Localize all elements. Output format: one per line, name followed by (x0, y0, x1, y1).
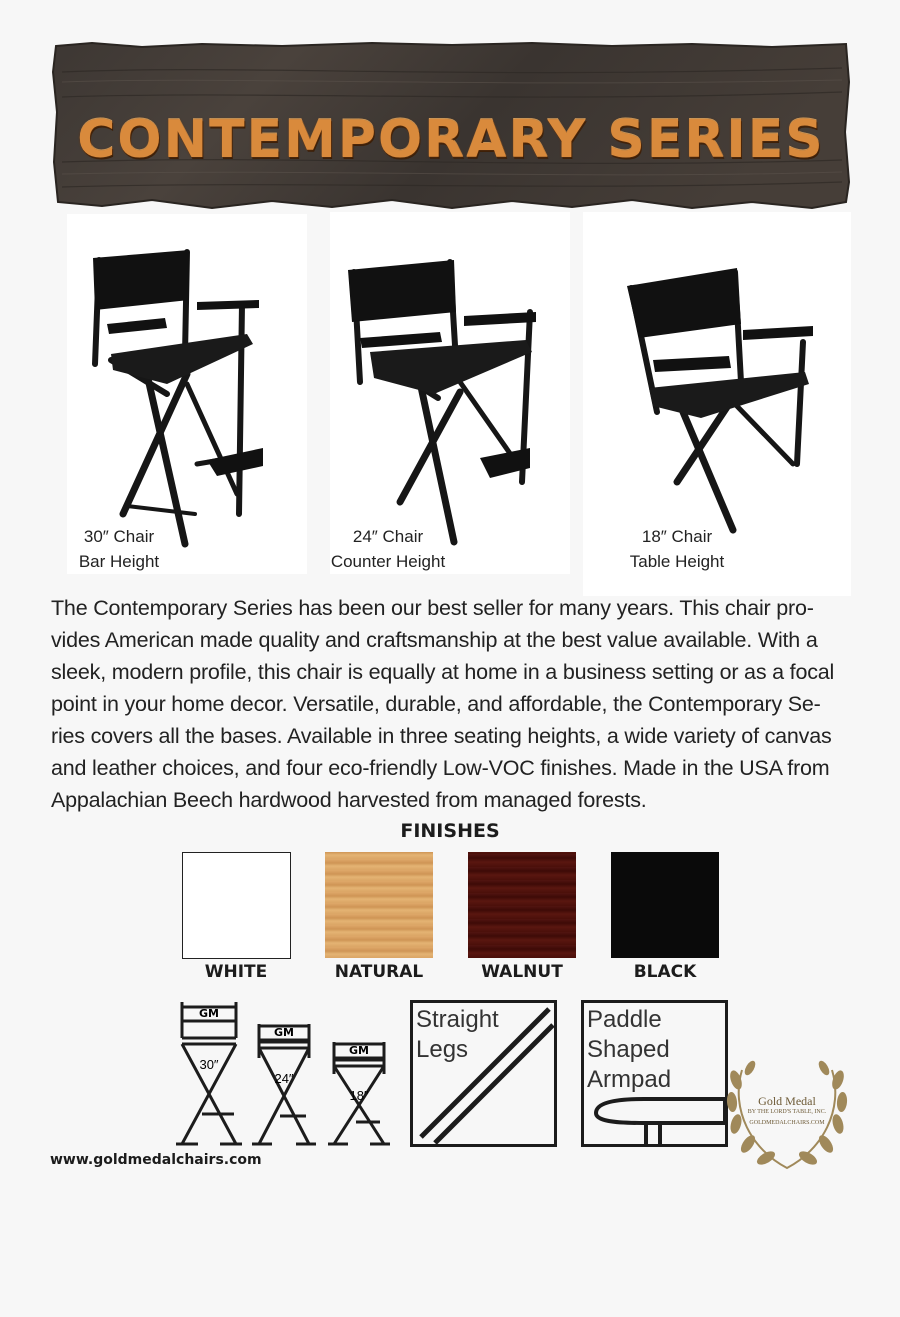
swatch-white (182, 852, 291, 959)
finish-label-white: WHITE (204, 962, 268, 982)
height-badge-18: GM (349, 1044, 369, 1057)
bar-height-chair-image (67, 214, 307, 574)
chair-height-label: Counter Height (330, 552, 446, 571)
height-value-24: 24″ (274, 1071, 294, 1086)
chair-card-24 (330, 212, 570, 574)
banner-title: CONTEMPORARY SERIES (77, 110, 825, 170)
product-description: The Contemporary Series has been our best seller for many years. This chair pro-vides American made quality and craftsmanship at the best value available. With a sleek, modern profile, this chair is equally at home in a business setting or as a focal point in your home decor. Versatile, durable, and affordable, the Contemporary Se-ries covers all the bases. Available in three seating heights, a wide variety of canvas and leather choices, and four eco-friendly Low-VOC finishes. Made in the USA from Appalachian Beech hardwood harvested from managed forests. (51, 596, 835, 812)
feature-straight-legs (410, 1000, 557, 1147)
logo-byline: BY THE LORD'S TABLE, INC. (747, 1109, 827, 1115)
chair-card-30 (67, 214, 307, 574)
swatch-natural (325, 852, 433, 958)
logo-name: Gold Medal (758, 1094, 816, 1108)
straight-legs-label: Straight Legs (416, 1006, 499, 1063)
chair-height-label: Bar Height (78, 552, 160, 571)
chair-caption-30 (29, 524, 209, 574)
finish-label-walnut: WALNUT (481, 962, 563, 982)
finish-label-natural: NATURAL (334, 962, 424, 982)
chair-caption-24 (298, 524, 478, 574)
title-banner (52, 42, 850, 210)
chair-caption-18 (587, 524, 767, 574)
height-badge-24: GM (274, 1026, 294, 1039)
counter-height-chair-image (330, 212, 570, 574)
swatch-walnut (468, 852, 576, 958)
height-badge-30: GM (199, 1007, 219, 1020)
height-value-30: 30″ (199, 1057, 219, 1072)
chair-height-label: Table Height (629, 552, 725, 571)
swatch-black (611, 852, 719, 958)
website-link[interactable]: www.goldmedalchairs.com (50, 1152, 262, 1168)
chair-size: 24″ Chair (352, 527, 424, 546)
paddle-armpad-label: Paddle Shaped Armpad (587, 1006, 672, 1093)
logo-site: GOLDMEDALCHAIRS.COM (749, 1120, 825, 1126)
gold-medal-logo (722, 1050, 852, 1175)
chair-size: 30″ Chair (83, 527, 155, 546)
chair-size: 18″ Chair (641, 527, 713, 546)
finish-label-black: BLACK (633, 962, 697, 982)
feature-paddle-armpad (581, 1000, 728, 1147)
height-value-18: 18″ (349, 1088, 369, 1103)
finishes-heading: FINISHES (400, 820, 500, 842)
